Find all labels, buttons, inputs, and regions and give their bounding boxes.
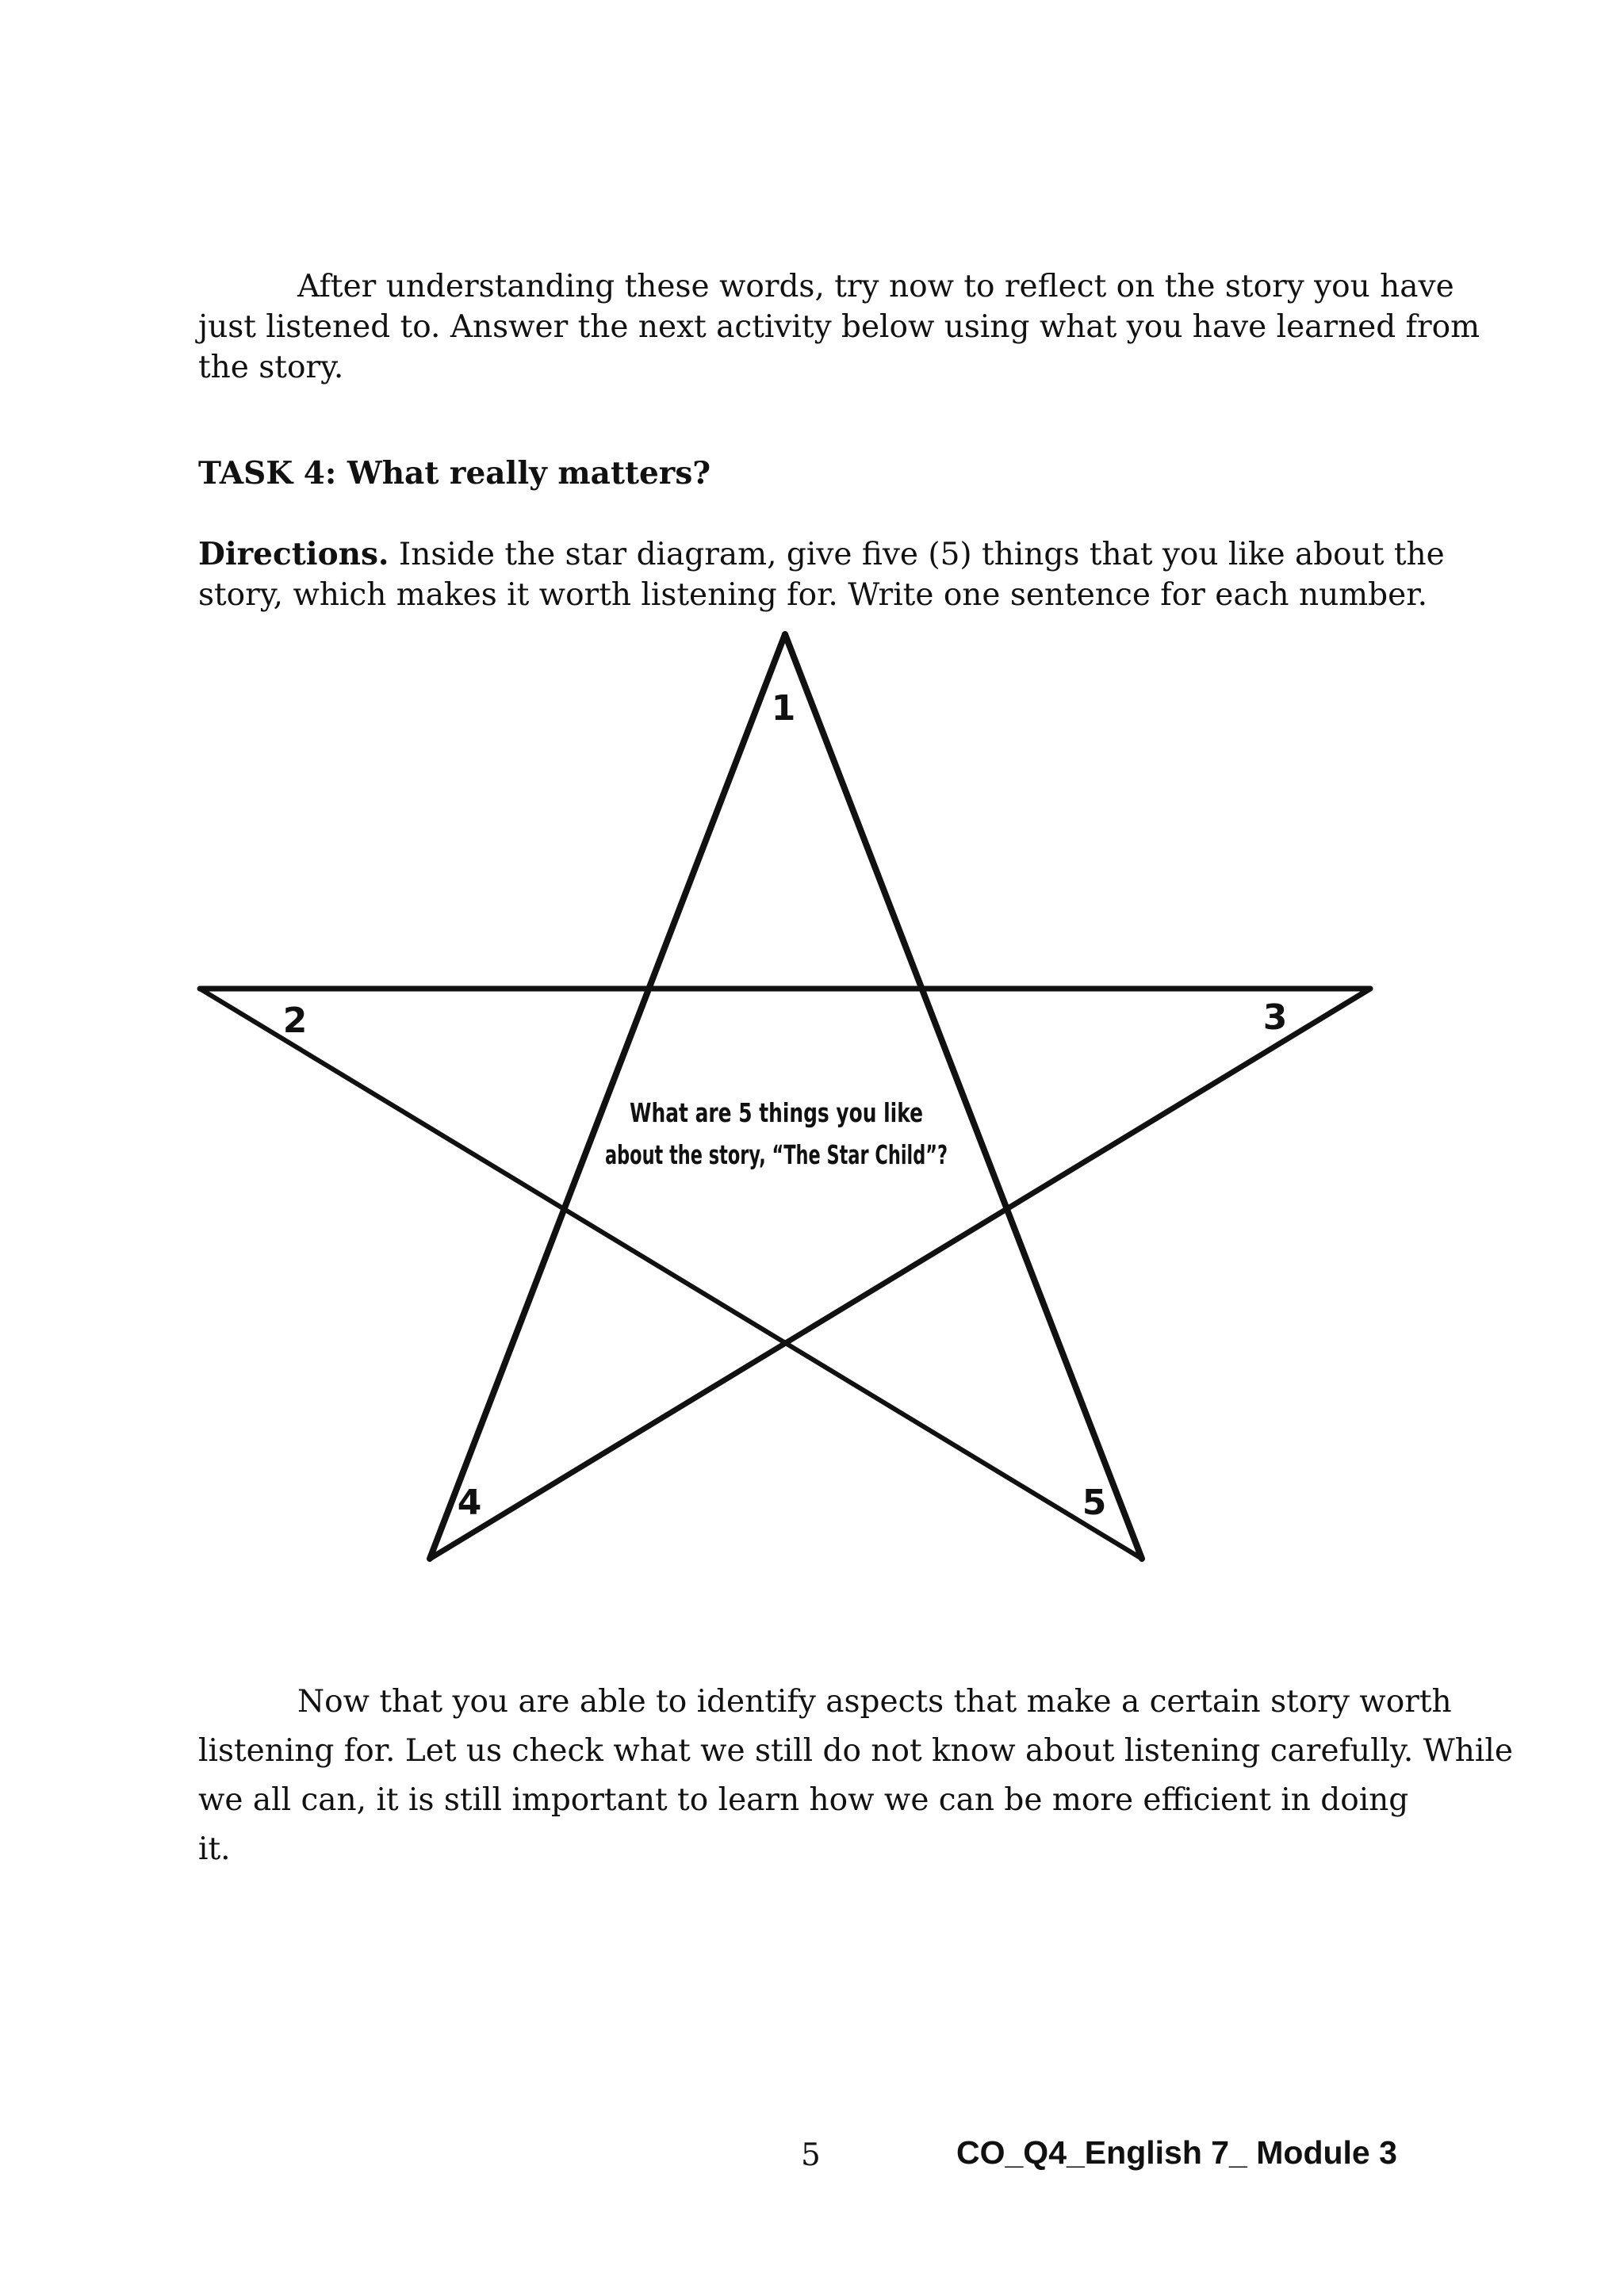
star-edge-top-left [430, 634, 785, 1559]
star-prompt-line-1: What are 5 things you like [630, 1097, 923, 1128]
star-point-number-5: 5 [1082, 1483, 1107, 1523]
closing-line-1: Now that you are able to identify aspects that make a certain story worth [297, 1684, 1452, 1720]
directions-line-2: story, which makes it worth listening for. Write one sentence for each number. [198, 577, 1427, 613]
star-prompt-line-2: about the story, “The Star Child”? [605, 1139, 948, 1170]
closing-paragraph [198, 1678, 1513, 1874]
directions-label: Directions. [198, 536, 389, 572]
intro-line-3: the story. [198, 350, 344, 385]
task-heading: TASK 4: What really matters? [198, 455, 711, 492]
directions-line-1-text: Inside the star diagram, give five (5) things that you like about the [389, 537, 1445, 572]
star-edge-left-down [200, 989, 1142, 1559]
star-point-number-3: 3 [1262, 997, 1288, 1038]
closing-line-2: listening for. Let us check what we still do not know about listening carefully. While [198, 1733, 1513, 1769]
closing-line-3: we all can, it is still important to learn how we can be more efficient in doing it. [198, 1782, 1409, 1867]
star-edge-top-right [785, 634, 1142, 1559]
module-code: CO_Q4_English 7_ Module 3 [956, 2134, 1397, 2171]
intro-line-2: just listened to. Answer the next activity below using what you have learned from [198, 309, 1480, 345]
page-number: 5 [801, 2137, 821, 2173]
star-point-number-4: 4 [457, 1483, 482, 1523]
intro-line-1: After understanding these words, try now to reflect on the story you have [297, 269, 1454, 304]
star-point-number-1: 1 [771, 688, 796, 729]
star-point-number-2: 2 [282, 1001, 308, 1041]
star-edge-right-down [430, 989, 1370, 1559]
